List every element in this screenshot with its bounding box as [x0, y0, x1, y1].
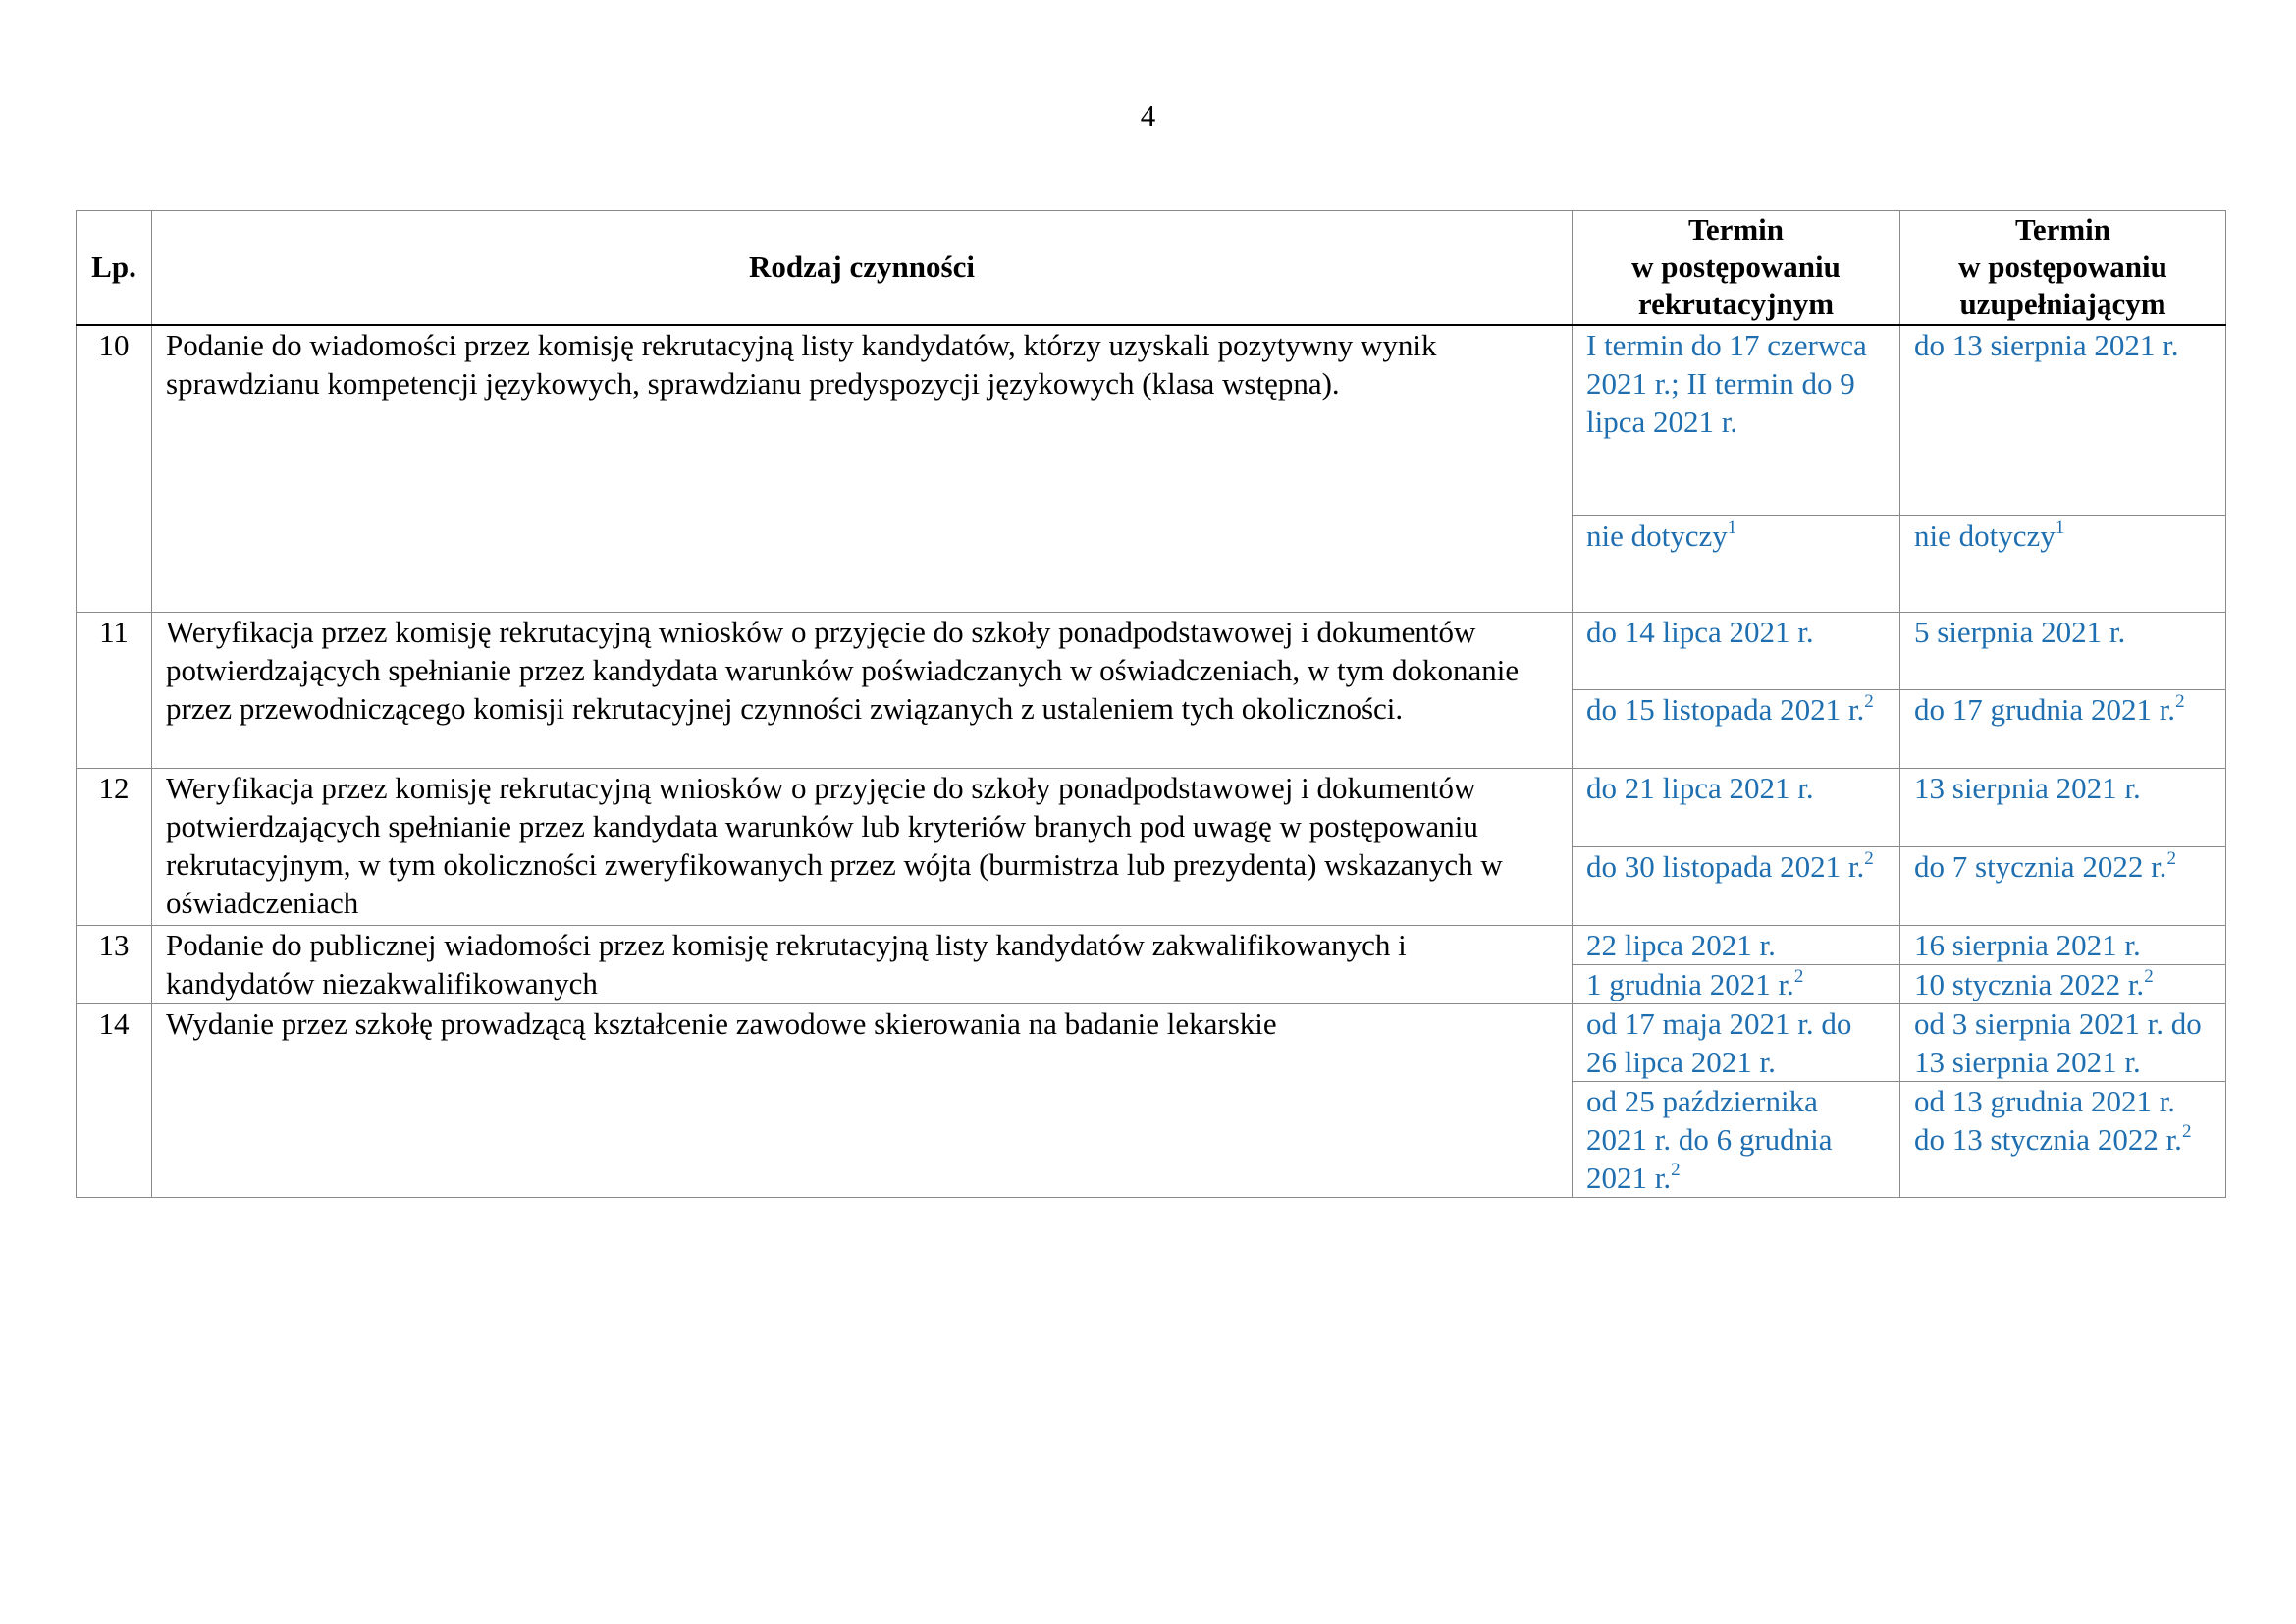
header-lp: Lp.	[77, 211, 152, 325]
term-recruitment: od 25 października 2021 r. do 6 grudnia 2021 r.$^2$	[1573, 1082, 1900, 1198]
footnote-ref: 2	[2181, 1120, 2192, 1142]
header-activity: Rodzaj czynności	[152, 211, 1573, 325]
activity-description: Podanie do publicznej wiadomości przez komisję rekrutacyjną listy kandydatów zakwalifikowanych i kandydatów niezakwalifikowanych	[152, 926, 1573, 1004]
header-term2-line3: uzupełniającym	[1959, 287, 2166, 322]
header-term1-line1: Termin	[1687, 212, 1785, 247]
table-row	[77, 1004, 2226, 1082]
row-number: 12	[77, 769, 152, 926]
header-term-supplementary	[1900, 211, 2226, 325]
term-recruitment: do 14 lipca 2021 r.	[1573, 613, 1900, 690]
table-header-row	[77, 211, 2226, 325]
footnote-ref: 2	[1864, 847, 1874, 869]
header-term1-line2: w postępowaniu	[1631, 249, 1841, 285]
footnote-ref: 1	[1727, 516, 1737, 538]
table-row	[77, 613, 2226, 690]
term-recruitment: nie dotyczy$^1$	[1573, 516, 1900, 613]
term-supplementary: 13 sierpnia 2021 r.	[1900, 769, 2226, 847]
footnote-ref: 2	[1793, 965, 1804, 987]
table-row	[77, 769, 2226, 847]
page-number: 4	[1140, 98, 1156, 133]
term-supplementary: do 7 stycznia 2022 r.$^2$	[1900, 847, 2226, 926]
header-term-recruitment	[1573, 211, 1900, 325]
recruitment-schedule-table	[76, 210, 2226, 1198]
footnote-ref: 2	[1671, 1159, 1681, 1180]
term-supplementary: do 17 grudnia 2021 r.$^2$	[1900, 690, 2226, 769]
term-recruitment: 22 lipca 2021 r.	[1573, 926, 1900, 965]
header-term1-line3: rekrutacyjnym	[1637, 287, 1835, 322]
footnote-ref: 2	[2166, 847, 2176, 869]
footnote-ref: 2	[2144, 965, 2154, 987]
header-term2-line1: Termin	[2014, 212, 2111, 247]
term-supplementary: od 13 grudnia 2021 r. do 13 stycznia 2022 r.$^2$	[1900, 1082, 2226, 1198]
activity-description: Weryfikacja przez komisję rekrutacyjną wniosków o przyjęcie do szkoły ponadpodstawowej i dokumentów potwierdzających spełnianie przez kandydata warunków lub kryteriów branych pod uwagę w postępowaniu rekrutacyjnym, w tym okoliczności zweryfikowanych przez wójta (burmistrza lub prezydenta) wskazanych w oświadczeniach	[152, 769, 1573, 926]
row-number: 11	[77, 613, 152, 769]
footnote-ref: 2	[1864, 690, 1874, 712]
term-supplementary: 16 sierpnia 2021 r.	[1900, 926, 2226, 965]
term-supplementary: do 13 sierpnia 2021 r.	[1900, 325, 2226, 516]
term-recruitment: do 21 lipca 2021 r.	[1573, 769, 1900, 847]
row-number: 13	[77, 926, 152, 1004]
footnote-ref: 2	[2175, 690, 2185, 712]
term-supplementary: od 3 sierpnia 2021 r. do 13 sierpnia 2021 r.	[1900, 1004, 2226, 1082]
activity-description: Podanie do wiadomości przez komisję rekrutacyjną listy kandydatów, którzy uzyskali pozytywny wynik sprawdzianu kompetencji językowych, sprawdzianu predyspozycji językowych (klasa wstępna).	[152, 325, 1573, 613]
footnote-ref: 1	[2055, 516, 2065, 538]
header-term2-line2: w postępowaniu	[1958, 249, 2167, 285]
term-recruitment: I termin do 17 czerwca 2021 r.; II termin do 9 lipca 2021 r.	[1573, 325, 1900, 516]
table-row	[77, 325, 2226, 516]
term-recruitment: do 30 listopada 2021 r.$^2$	[1573, 847, 1900, 926]
activity-description: Weryfikacja przez komisję rekrutacyjną wniosków o przyjęcie do szkoły ponadpodstawowej i dokumentów potwierdzających spełnianie przez kandydata warunków poświadczanych w oświadczeniach, w tym dokonanie przez przewodniczącego komisji rekrutacyjnej czynności związanych z ustaleniem tych okoliczności.	[152, 613, 1573, 769]
activity-description: Wydanie przez szkołę prowadzącą kształcenie zawodowe skierowania na badanie lekarskie	[152, 1004, 1573, 1198]
table-row	[77, 926, 2226, 965]
row-number: 10	[77, 325, 152, 613]
term-supplementary: 5 sierpnia 2021 r.	[1900, 613, 2226, 690]
term-recruitment: do 15 listopada 2021 r.$^2$	[1573, 690, 1900, 769]
term-recruitment: od 17 maja 2021 r. do 26 lipca 2021 r.	[1573, 1004, 1900, 1082]
row-number: 14	[77, 1004, 152, 1198]
term-supplementary: nie dotyczy$^1$	[1900, 516, 2226, 613]
term-recruitment: 1 grudnia 2021 r.$^2$	[1573, 965, 1900, 1004]
term-supplementary: 10 stycznia 2022 r.$^2$	[1900, 965, 2226, 1004]
